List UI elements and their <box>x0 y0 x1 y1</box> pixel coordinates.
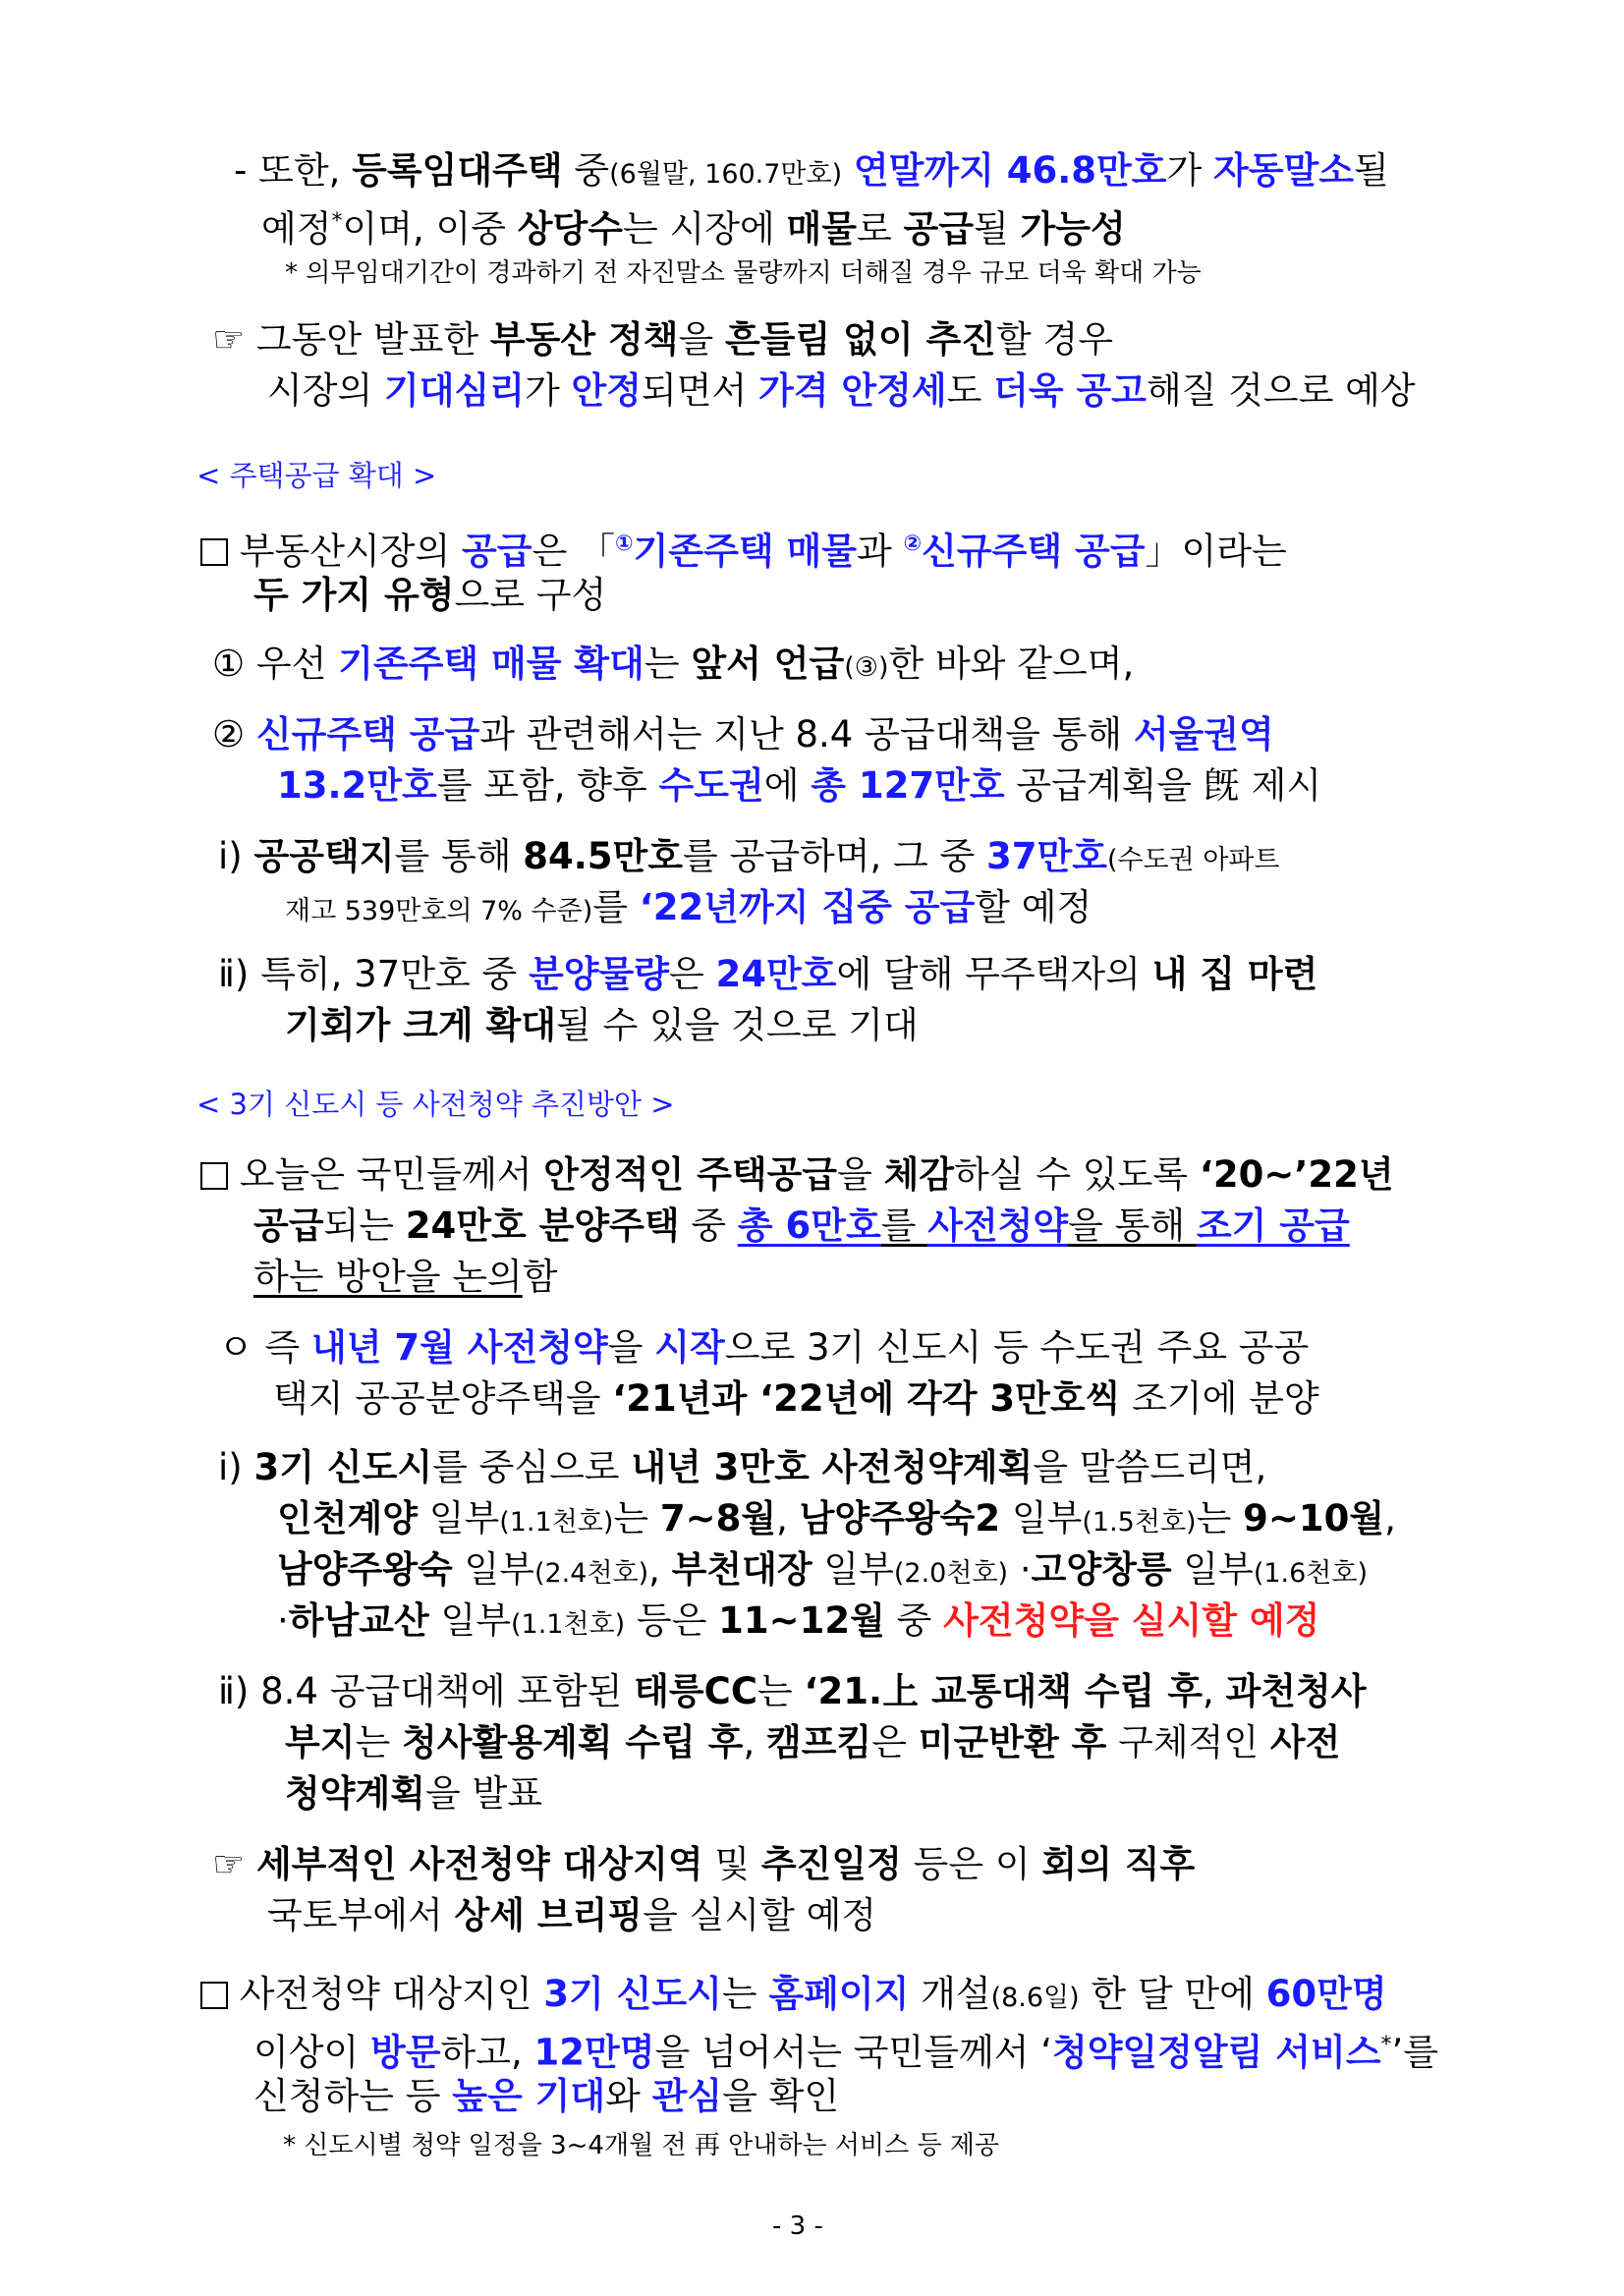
text: 사전청약 대상지인 <box>239 1973 544 2015</box>
line-p3-1 <box>200 519 1287 577</box>
text: (1.1천호) <box>510 1609 626 1640</box>
text: 가 <box>524 369 572 412</box>
text: 부동산 정책 <box>489 318 679 361</box>
text: 안정적인 주택공급 <box>543 1153 838 1196</box>
text: 하고, <box>440 2031 534 2074</box>
text: 를 <box>880 1204 928 1247</box>
line-p9-1 <box>218 1322 1309 1373</box>
text: 을 <box>837 1153 884 1196</box>
text: 은 <box>668 953 716 995</box>
text: 일부 <box>812 1548 894 1591</box>
text: ‘21.上 교통대책 수립 후 <box>804 1670 1203 1712</box>
text: (2.4천호) <box>533 1558 649 1589</box>
text: 청약계획 <box>285 1772 425 1815</box>
text: 60만명 <box>1265 1973 1387 2015</box>
text: 기존주택 매물 <box>633 530 857 573</box>
text: 을 확인 <box>722 2075 840 2117</box>
text: 을 말씀드리면, <box>1033 1446 1267 1488</box>
text: 개설 <box>909 1973 991 2015</box>
text: 를 통해 <box>394 835 524 877</box>
text: 기대심리 <box>384 369 525 412</box>
text: 이상이 <box>253 2031 370 2074</box>
text: 를 중심으로 <box>432 1446 632 1488</box>
line-p7-1 <box>218 949 1317 1000</box>
text: 예정 <box>261 207 332 251</box>
footnote-mark: * <box>1380 2033 1392 2057</box>
text: 부지 <box>285 1721 356 1764</box>
text: , <box>776 1497 800 1540</box>
checkbox-square-icon <box>200 538 228 566</box>
text: 등은 <box>625 1599 719 1642</box>
text: 안정 <box>571 369 642 412</box>
text: ㅇ 즉 <box>218 1326 312 1369</box>
text: 부동산시장의 <box>239 530 462 573</box>
text: 하남교산 <box>288 1599 429 1642</box>
line-p5-2 <box>277 760 1321 812</box>
text: 는 <box>1196 1497 1244 1540</box>
text: 과 관련해서는 지난 8.4 공급대책을 통해 <box>479 713 1134 756</box>
text: , <box>1384 1497 1396 1540</box>
line-p10-2 <box>277 1493 1396 1548</box>
text: 을 실시할 예정 <box>643 1894 877 1936</box>
text: 공급 <box>461 530 532 573</box>
text: 미군반환 후 <box>918 1721 1107 1764</box>
text: 을 <box>607 1326 655 1369</box>
text: ‘21년과 ‘22년에 각각 3만호씩 <box>612 1377 1121 1420</box>
line-p6-1 <box>218 831 1280 886</box>
text: 구체적인 <box>1106 1721 1270 1764</box>
text: 을 통해 <box>1068 1204 1197 1247</box>
line-p11-3 <box>285 1768 542 1820</box>
text: 세부적인 사전청약 대상지역 <box>255 1843 703 1885</box>
text: 조기에 분양 <box>1120 1377 1319 1420</box>
line-p13-1 <box>200 1969 1387 2024</box>
text: 공급계획을 旣 제시 <box>1004 764 1322 807</box>
text: 9~10월 <box>1243 1497 1385 1540</box>
text: 앞서 언급 <box>691 643 845 685</box>
text: ① 우선 <box>212 643 339 685</box>
footnote-mark: * <box>331 209 343 234</box>
text: 남양주왕숙2 <box>799 1497 1001 1540</box>
text: 는 <box>756 1670 805 1712</box>
checkbox-square-icon <box>200 1162 228 1190</box>
text: ☞ <box>212 1843 256 1885</box>
text: 총 6만호 <box>737 1204 881 1247</box>
text: (1.6천호) <box>1253 1558 1368 1589</box>
text: 될 <box>1354 149 1389 192</box>
text <box>842 149 854 192</box>
text: 매물 <box>786 207 857 251</box>
text: 관심 <box>651 2075 723 2117</box>
line-p2-1 <box>212 314 1113 365</box>
text: 상당수 <box>517 207 623 251</box>
text: 되는 <box>323 1204 406 1247</box>
line-p11-2 <box>285 1717 1340 1768</box>
text: 를 포함, 향후 <box>436 764 659 807</box>
text: ⅰ) <box>218 1446 254 1488</box>
line-p4-1 <box>212 639 1134 694</box>
line-p6-2 <box>285 882 1092 937</box>
text: 체감 <box>883 1153 955 1196</box>
text: 태릉CC <box>634 1670 757 1712</box>
text: 을 발표 <box>424 1772 542 1815</box>
text: 와 <box>605 2075 652 2117</box>
text: 시장의 <box>267 369 384 412</box>
footnote-2: * 신도시별 청약 일정을 3~4개월 전 再 안내하는 서비스 등 제공 <box>283 2131 1000 2160</box>
text: 더욱 공고 <box>993 369 1147 412</box>
text: 을 <box>678 318 726 361</box>
text: 할 경우 <box>995 318 1113 361</box>
text: 분양물량 <box>528 953 669 995</box>
text: 3기 신도시 <box>253 1446 433 1488</box>
text: 일부 <box>452 1548 534 1591</box>
text: 는 시장에 <box>622 207 787 251</box>
text: 에 달해 무주택자의 <box>836 953 1152 995</box>
text: 등록임대주택 <box>352 149 563 192</box>
line-p13-3 <box>253 2071 839 2122</box>
line-p9-2 <box>273 1373 1319 1425</box>
text: ⅱ) 8.4 공급대책에 포함된 <box>218 1670 635 1712</box>
text: 공급 <box>253 1204 324 1247</box>
text: 한 바와 같으며, <box>888 643 1135 685</box>
text: 두 가지 유형 <box>253 574 455 616</box>
text: 연말까지 46.8만호 <box>853 149 1167 192</box>
text: 사전 <box>1269 1721 1341 1764</box>
text: ‘22년까지 집중 공급 <box>639 886 976 928</box>
text: 사전청약을 실시할 예정 <box>943 1599 1320 1642</box>
text: 과 <box>856 530 904 573</box>
text: (2.0천호) <box>893 1558 1009 1589</box>
text: 부천대장 <box>671 1548 812 1591</box>
text: · <box>1008 1548 1032 1591</box>
text: 남양주왕숙 <box>277 1548 453 1591</box>
line-p11-1 <box>218 1666 1366 1717</box>
text: 은 「 <box>532 530 615 573</box>
text: 홈페이지 <box>768 1973 910 2015</box>
text: 흔들림 없이 추진 <box>725 318 996 361</box>
footnote-1: * 의무임대기간이 경과하기 전 자진말소 물량까지 더해질 경우 규모 더욱 확대 가능 <box>285 258 1202 288</box>
text: 은 <box>871 1721 919 1764</box>
text: 12만명 <box>533 2031 655 2074</box>
text: 고양창릉 <box>1031 1548 1172 1591</box>
text: - 또한, <box>234 149 353 192</box>
text: 을 넘어서는 국민들께서 ‘ <box>654 2031 1052 2074</box>
text: 될 수 있을 것으로 기대 <box>555 1004 919 1046</box>
text: 하는 방안을 논의 <box>253 1256 523 1298</box>
line-p12-1 <box>212 1839 1195 1890</box>
text: 시작 <box>654 1326 725 1369</box>
text: 상세 브리핑 <box>454 1894 644 1936</box>
text: · <box>277 1599 289 1642</box>
text: 할 예정 <box>975 886 1092 928</box>
line-p12-2 <box>267 1890 876 1941</box>
text: 인천계양 <box>277 1497 418 1540</box>
text: ⅰ) <box>218 835 254 877</box>
text: 는 <box>613 1497 660 1540</box>
text: 청약일정알림 서비스 <box>1051 2031 1381 2074</box>
text: 되면서 <box>641 369 758 412</box>
line-p5-1 <box>212 709 1274 760</box>
text: 로 <box>856 207 904 251</box>
text: 중 <box>562 149 610 192</box>
text: 방문 <box>370 2031 441 2074</box>
text: 이며, 이중 <box>342 207 518 251</box>
text: 될 <box>973 207 1021 251</box>
text: 자동말소 <box>1213 149 1355 192</box>
text: 총 127만호 <box>811 764 1005 807</box>
text: 내년 7월 사전청약 <box>311 1326 608 1369</box>
text: 3기 신도시 <box>543 1973 722 2015</box>
text: 으로 3기 신도시 등 수도권 주요 공공 <box>724 1326 1310 1369</box>
text: ① <box>614 532 634 556</box>
text: 가능성 <box>1020 207 1126 251</box>
text: 84.5만호 <box>523 835 683 877</box>
text: 해질 것으로 예상 <box>1146 369 1416 412</box>
text: 조기 공급 <box>1196 1204 1350 1247</box>
line-p2-2 <box>267 365 1416 417</box>
text: 에 <box>763 764 812 807</box>
line-p8-3 <box>253 1252 557 1303</box>
text: 24만호 <box>715 953 837 995</box>
text: 으로 구성 <box>454 574 607 616</box>
text: 함 <box>522 1256 558 1298</box>
text: 37만호 <box>985 835 1107 877</box>
text: (8.6일) <box>990 1983 1080 2013</box>
text: 를 <box>592 886 640 928</box>
text: 캠프킴 <box>765 1721 872 1764</box>
line-p1-2 <box>261 196 1126 254</box>
text: 과천청사 <box>1225 1670 1367 1712</box>
text: ② <box>212 713 256 756</box>
text: 사전청약 <box>927 1204 1069 1247</box>
line-p3-2 <box>253 570 606 621</box>
line-p13-2 <box>253 2020 1438 2078</box>
text: 중 <box>679 1204 738 1247</box>
text: 일부 <box>428 1599 511 1642</box>
text: 신청하는 등 <box>253 2075 453 2117</box>
text: 일부 <box>1000 1497 1083 1540</box>
line-p10-3 <box>277 1544 1368 1599</box>
text: 공급 <box>903 207 974 251</box>
text: 공공택지 <box>253 835 395 877</box>
text: 일부 <box>417 1497 500 1540</box>
text: ② <box>903 532 923 556</box>
text: , <box>1202 1670 1226 1712</box>
text: 13.2만호 <box>277 764 437 807</box>
text: 일부 <box>1171 1548 1254 1591</box>
text: 가격 안정세 <box>757 369 947 412</box>
text: 를 공급하며, 그 중 <box>682 835 986 877</box>
section-heading-pre-subscription: < 3기 신도시 등 사전청약 추진방안 > <box>196 1088 675 1121</box>
text: 높은 기대 <box>452 2075 606 2117</box>
line-p8-2 <box>253 1201 1350 1252</box>
text: 재고 539만호의 7% 수준) <box>285 896 593 926</box>
text: 기존주택 매물 확대 <box>338 643 644 685</box>
text: (③) <box>844 652 889 683</box>
text: 는 <box>355 1721 402 1764</box>
text: 24만호 분양주택 <box>405 1204 680 1247</box>
section-heading-supply: < 주택공급 확대 > <box>196 459 437 492</box>
text: 택지 공공분양주택을 <box>273 1377 613 1420</box>
text: ‘20~’22년 <box>1199 1153 1394 1196</box>
text: 등은 이 <box>901 1843 1042 1885</box>
text: 오늘은 국민들께서 <box>239 1153 544 1196</box>
text: 하실 수 있도록 <box>954 1153 1200 1196</box>
line-p8-1 <box>200 1149 1394 1201</box>
text: (6월말, 160.7만호) <box>609 159 843 190</box>
text: ’를 <box>1391 2031 1439 2074</box>
checkbox-square-icon <box>200 1982 228 2009</box>
text: , <box>743 1721 766 1764</box>
line-p7-2 <box>285 1000 919 1051</box>
page-number: - 3 - <box>772 2212 823 2241</box>
text: 및 <box>702 1843 761 1885</box>
text: 는 <box>644 643 692 685</box>
text: (수도권 아파트 <box>1106 845 1280 875</box>
text: 도 <box>946 369 994 412</box>
text: ⅱ) 특히, 37만호 중 <box>218 953 529 995</box>
text: 11~12월 <box>718 1599 885 1642</box>
text: 7~8월 <box>659 1497 777 1540</box>
text: 국토부에서 <box>267 1894 455 1936</box>
text: (1.1천호) <box>499 1507 614 1538</box>
text: 수도권 <box>658 764 764 807</box>
line-p1-1 <box>234 145 1389 200</box>
line-p10-4 <box>277 1596 1319 1651</box>
text: 청사활용계획 수립 후 <box>402 1721 744 1764</box>
text: 는 <box>721 1973 769 2015</box>
text: (1.5천호) <box>1082 1507 1197 1538</box>
text: 」이라는 <box>1145 530 1287 573</box>
text: 신규주택 공급 <box>922 530 1146 573</box>
text: 중 <box>884 1599 944 1642</box>
text: 서울권역 <box>1133 713 1274 756</box>
line-p10-1 <box>218 1442 1266 1493</box>
text: ☞ 그동안 발표한 <box>212 318 490 361</box>
text: 내년 3만호 사전청약계획 <box>631 1446 1034 1488</box>
text: 한 달 만에 <box>1079 1973 1266 2015</box>
text: 기회가 크게 확대 <box>285 1004 556 1046</box>
text: , <box>648 1548 672 1591</box>
text: 가 <box>1166 149 1214 192</box>
text: 내 집 마련 <box>1151 953 1318 995</box>
text: 신규주택 공급 <box>255 713 480 756</box>
text: 회의 직후 <box>1041 1843 1196 1885</box>
text: 추진일정 <box>760 1843 902 1885</box>
